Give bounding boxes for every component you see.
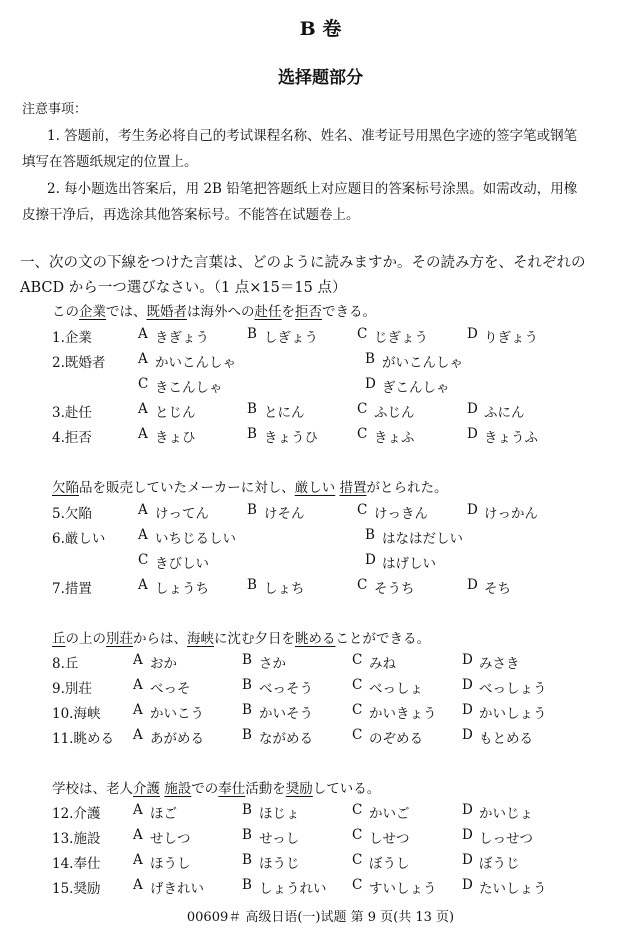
option-letter-c: C — [352, 877, 363, 893]
option-b-reading: けそん — [264, 506, 305, 522]
example-sentence — [52, 300, 376, 320]
option-a-reading: いちじるしい — [155, 531, 236, 547]
option-c-reading: きびしい — [155, 556, 209, 572]
notice-item-2-line-2: 皮擦干净后，再选涂其他答案标号。不能答在试题卷上。 — [22, 207, 360, 223]
sentence-text: からは、 — [133, 631, 187, 647]
option-letter-a: A — [133, 852, 143, 868]
sentence-text: この — [52, 304, 79, 320]
option-letter-d: D — [462, 652, 473, 668]
option-letter-d: D — [467, 326, 478, 342]
option-a-reading: きょひ — [155, 430, 196, 446]
option-letter-b: B — [242, 727, 252, 743]
option-a-reading: げきれい — [150, 881, 204, 897]
option-c-reading: じぎょう — [374, 330, 428, 346]
option-c-reading: みね — [369, 656, 396, 672]
option-letter-c: C — [357, 577, 368, 593]
option-d-reading: たいしょう — [479, 881, 547, 897]
option-letter-d: D — [467, 401, 478, 417]
option-d-reading: はげしい — [382, 556, 436, 572]
option-letter-c: C — [357, 401, 368, 417]
option-a-reading: ほご — [150, 806, 177, 822]
option-letter-c: C — [352, 827, 363, 843]
option-letter-d: D — [462, 877, 473, 893]
sentence-text: に沈む夕日を — [214, 631, 295, 647]
option-c-reading: ぼうし — [369, 856, 410, 872]
option-letter-c: C — [352, 852, 363, 868]
sentence-text: 品を販売していたメーカーに対し、 — [79, 480, 295, 496]
option-c-reading: きょふ — [374, 430, 415, 446]
option-letter-d: D — [467, 577, 478, 593]
option-letter-d: D — [462, 802, 473, 818]
option-letter-d: D — [365, 376, 376, 392]
option-a-reading: おか — [150, 656, 177, 672]
option-c-reading: けっきん — [374, 506, 428, 522]
option-c-reading: べっしょ — [369, 681, 423, 697]
option-c-reading: しせつ — [369, 831, 410, 847]
option-letter-d: D — [462, 727, 473, 743]
underlined-word: 欠陥 — [52, 480, 79, 496]
section-instruction-line-2: ABCD から一つ選びなさい。（1 点×15＝15 点） — [20, 280, 347, 296]
option-a-reading: きぎょう — [155, 330, 209, 346]
option-letter-c: C — [352, 727, 363, 743]
underlined-word: 企業 — [79, 304, 106, 320]
option-letter-c: C — [138, 552, 149, 568]
option-letter-a: A — [133, 802, 143, 818]
option-a-reading: あがめる — [150, 731, 204, 747]
option-d-reading: かいしょう — [479, 706, 547, 722]
sentence-text: では、 — [106, 304, 147, 320]
option-letter-a: A — [133, 877, 143, 893]
underlined-word: 措置 — [339, 480, 367, 496]
option-d-reading: もとめる — [479, 731, 533, 747]
underlined-word: 既婚者 — [146, 304, 187, 320]
underlined-word: 丘 — [52, 631, 66, 647]
option-letter-a: A — [138, 426, 148, 442]
option-letter-a: A — [138, 326, 148, 342]
option-letter-c: C — [352, 652, 363, 668]
notice-item-2-line-1: 2. 每小题选出答案后，用 2B 铅笔把答题纸上对应题目的答案标号涂黑。如需改动，用橡 — [47, 181, 578, 197]
option-letter-b: B — [247, 577, 257, 593]
option-letter-b: B — [242, 877, 252, 893]
option-d-reading: かいじょ — [479, 806, 533, 822]
underlined-word: 拒否 — [295, 304, 322, 320]
sentence-text: での — [191, 781, 219, 797]
example-sentence — [52, 476, 448, 496]
option-b-reading: しょち — [264, 581, 305, 597]
option-letter-d: D — [462, 827, 473, 843]
option-letter-d: D — [462, 702, 473, 718]
option-c-reading: すいしょう — [369, 881, 437, 897]
sentence-text: できる。 — [322, 304, 376, 320]
option-d-reading: きょうふ — [484, 430, 538, 446]
option-a-reading: せしつ — [150, 831, 191, 847]
option-a-reading: べっそ — [150, 681, 191, 697]
option-b-reading: かいそう — [259, 706, 313, 722]
option-letter-c: C — [357, 502, 368, 518]
option-letter-b: B — [365, 527, 375, 543]
option-d-reading: みさき — [479, 656, 520, 672]
option-letter-a: A — [133, 677, 143, 693]
option-letter-a: A — [138, 351, 148, 367]
underlined-word: 赴任 — [254, 304, 282, 320]
option-letter-c: C — [352, 802, 363, 818]
underlined-word: 介護 — [133, 781, 160, 797]
option-b-reading: しょうれい — [259, 881, 327, 897]
underlined-word: 別荘 — [106, 631, 133, 647]
underlined-word: 奉仕 — [218, 781, 246, 797]
option-d-reading: そち — [484, 581, 511, 597]
question-label: 7.措置 — [52, 581, 92, 597]
sentence-text: 活動を — [245, 781, 286, 797]
option-a-reading: かいこう — [150, 706, 204, 722]
option-letter-d: D — [365, 552, 376, 568]
option-letter-a: A — [133, 702, 143, 718]
notice-item-1-line-1: 1. 答题前，考生务必将自己的考试课程名称、姓名、准考证号用黑色字迹的签字笔或钢笔 — [47, 128, 578, 144]
option-letter-a: A — [133, 652, 143, 668]
option-letter-b: B — [242, 852, 252, 868]
option-letter-b: B — [247, 426, 257, 442]
option-d-reading: けっかん — [484, 506, 538, 522]
option-c-reading: そうち — [374, 581, 415, 597]
option-b-reading: がいこんしゃ — [382, 355, 463, 371]
option-b-reading: べっそう — [259, 681, 313, 697]
option-c-reading: かいきょう — [369, 706, 437, 722]
underlined-word: 眺める — [295, 631, 336, 647]
option-b-reading: きょうひ — [264, 430, 318, 446]
option-letter-a: A — [138, 401, 148, 417]
option-a-reading: ほうし — [150, 856, 191, 872]
option-letter-b: B — [365, 351, 375, 367]
option-a-reading: とじん — [155, 405, 196, 421]
option-letter-b: B — [242, 802, 252, 818]
option-letter-a: A — [138, 502, 148, 518]
question-label: 4.拒否 — [52, 430, 92, 446]
option-d-reading: ぎこんしゃ — [382, 380, 450, 396]
option-b-reading: せっし — [259, 831, 300, 847]
option-d-reading: べっしょう — [479, 681, 547, 697]
underlined-word: 厳しい — [294, 480, 336, 496]
notice-item-1-line-2: 填写在答题纸规定的位置上。 — [22, 154, 198, 170]
sentence-text: している。 — [312, 781, 381, 797]
example-sentence — [52, 627, 430, 647]
question-label: 3.赴任 — [52, 405, 92, 421]
option-letter-b: B — [242, 702, 252, 718]
option-letter-d: D — [467, 426, 478, 442]
option-d-reading: ぼうじ — [479, 856, 520, 872]
option-d-reading: しっせつ — [479, 831, 533, 847]
option-c-reading: かいご — [369, 806, 410, 822]
question-label: 6.厳しい — [52, 531, 106, 547]
paper-title: B 卷 — [299, 18, 342, 40]
option-b-reading: はなはだしい — [382, 531, 463, 547]
option-b-reading: ほじょ — [259, 806, 300, 822]
question-label: 10.海峡 — [52, 706, 101, 722]
option-letter-b: B — [247, 326, 257, 342]
question-label: 13.施設 — [52, 831, 101, 847]
option-c-reading: ふじん — [374, 405, 415, 421]
option-b-reading: ながめる — [259, 731, 313, 747]
option-d-reading: ふにん — [484, 405, 525, 421]
option-b-reading: ほうじ — [259, 856, 300, 872]
question-label: 15.奨励 — [52, 881, 101, 897]
option-letter-a: A — [133, 827, 143, 843]
option-letter-a: A — [138, 577, 148, 593]
underlined-word: 奨励 — [285, 781, 313, 797]
option-letter-b: B — [242, 677, 252, 693]
option-b-reading: しぎょう — [264, 330, 318, 346]
notice-heading: 注意事项： — [22, 102, 88, 117]
sentence-text: の上の — [65, 631, 106, 647]
section-title: 选择题部分 — [278, 68, 363, 88]
option-letter-c: C — [357, 326, 368, 342]
sentence-text: がとられた。 — [366, 480, 448, 496]
option-letter-c: C — [357, 426, 368, 442]
sentence-text: は海外への — [187, 304, 255, 320]
option-letter-b: B — [247, 401, 257, 417]
option-letter-c: C — [352, 677, 363, 693]
option-letter-d: D — [462, 852, 473, 868]
question-label: 14.奉仕 — [52, 856, 101, 872]
example-sentence — [52, 777, 380, 797]
underlined-word: 施設 — [164, 781, 192, 797]
option-b-reading: さか — [259, 656, 286, 672]
question-label: 9.別荘 — [52, 681, 92, 697]
question-label: 8.丘 — [52, 656, 79, 672]
option-letter-b: B — [247, 502, 257, 518]
question-label: 2.既婚者 — [52, 355, 106, 371]
option-c-reading: のぞめる — [369, 731, 423, 747]
sentence-text: ことができる。 — [335, 631, 430, 647]
option-letter-a: A — [133, 727, 143, 743]
option-letter-b: B — [242, 827, 252, 843]
page-footer: 00609＃ 高级日语(一)试题 第 9 页(共 13 页) — [186, 910, 455, 925]
question-label: 11.眺める — [52, 731, 114, 747]
option-letter-a: A — [138, 527, 148, 543]
sentence-text: を — [281, 304, 295, 320]
section-instruction-line-1: 一、次の文の下線をつけた言葉は、どのように読みますか。その読み方を、それぞれの — [20, 255, 586, 271]
option-letter-d: D — [467, 502, 478, 518]
option-letter-d: D — [462, 677, 473, 693]
sentence-text: 学校は、老人 — [52, 781, 133, 797]
question-label: 12.介護 — [52, 806, 101, 822]
question-label: 5.欠陥 — [52, 506, 92, 522]
option-d-reading: りぎょう — [484, 330, 538, 346]
option-letter-c: C — [138, 376, 149, 392]
option-a-reading: けってん — [155, 506, 209, 522]
option-a-reading: しょうち — [155, 581, 209, 597]
option-a-reading: かいこんしゃ — [155, 355, 236, 371]
question-label: 1.企業 — [52, 330, 92, 346]
option-letter-b: B — [242, 652, 252, 668]
underlined-word: 海峡 — [187, 631, 214, 647]
option-letter-c: C — [352, 702, 363, 718]
option-c-reading: きこんしゃ — [155, 380, 223, 396]
option-b-reading: とにん — [264, 405, 305, 421]
